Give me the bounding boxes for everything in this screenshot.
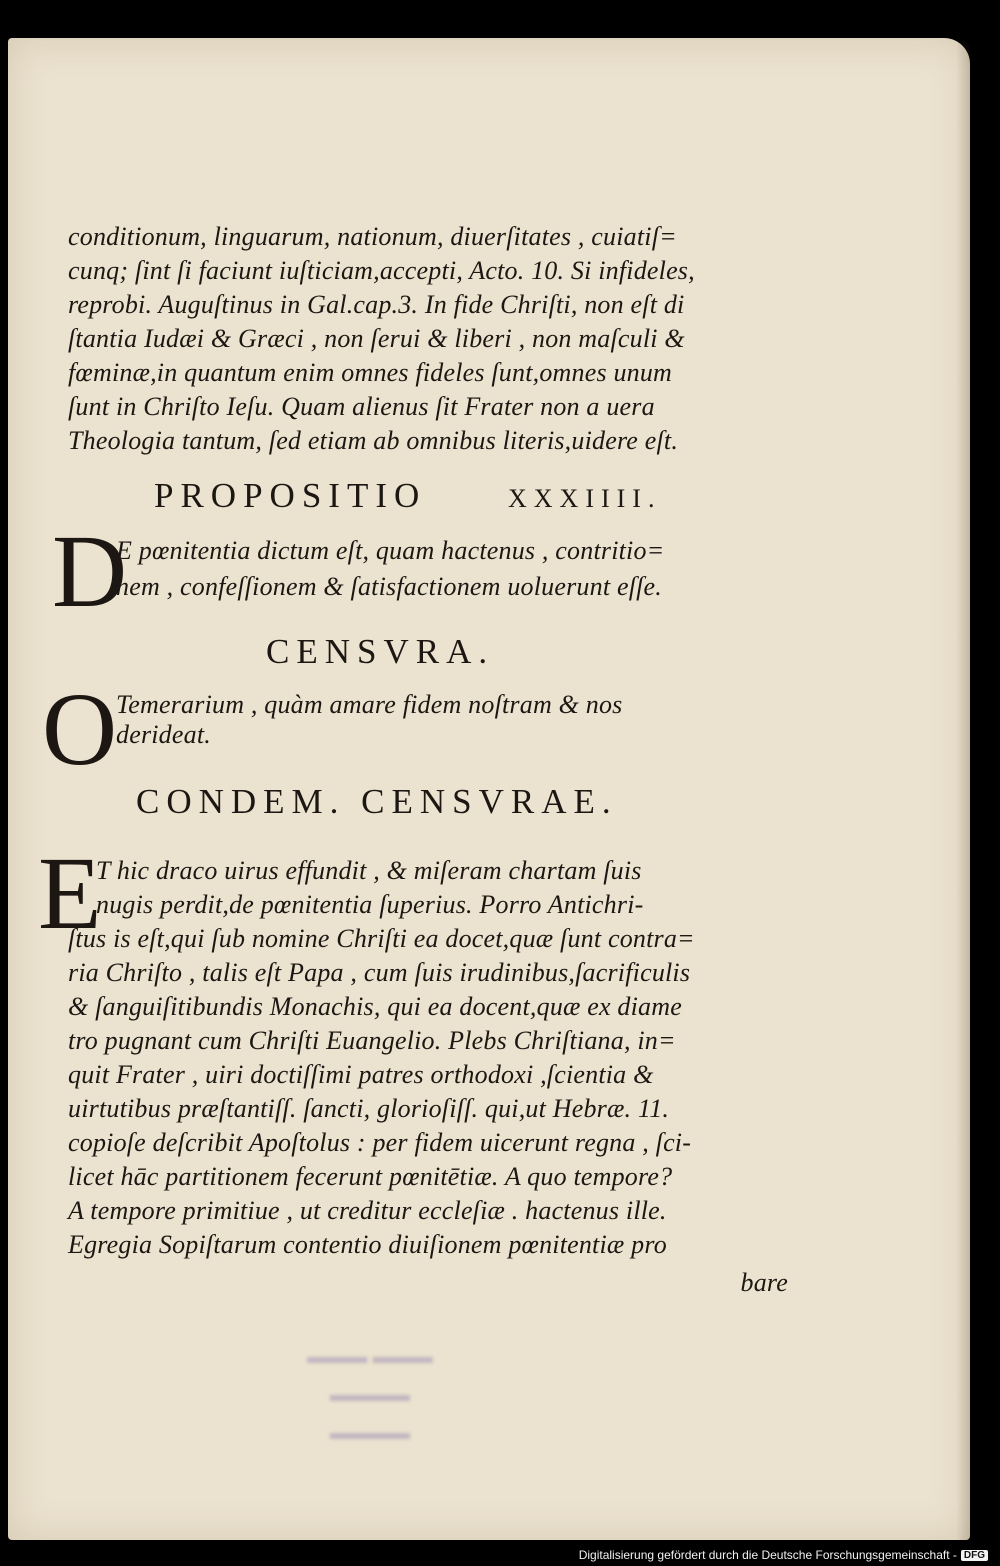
- text-line: Egregia Sopiſtarum contentio diuiſionem pœnitentiæ pro: [68, 1230, 667, 1259]
- catchword: bare: [740, 1268, 788, 1297]
- text-line: E pœnitentia dictum eſt, quam hactenus , contritio=: [116, 536, 665, 565]
- text-line: copioſe deſcribit Apoſtolus : per fidem uicerunt regna , ſci-: [68, 1128, 692, 1157]
- text-line: conditionum, linguarum, nationum, diuerſitates , cuiatiſ=: [68, 222, 677, 251]
- text-line: T hic draco uirus effundit , & miſeram chartam ſuis: [96, 856, 642, 885]
- credit-text: Digitalisierung gefördert durch die Deutsche Forschungsgemeinschaft -: [578, 1548, 957, 1562]
- text-line: quit Frater , uiri doctiſſimi patres orthodoxi ,ſcientia &: [68, 1060, 654, 1089]
- text-line: Theologia tantum, ſed etiam ab omnibus literis,uidere eſt.: [68, 426, 679, 455]
- book-page: [8, 38, 970, 1540]
- text-line: Temerarium , quàm amare fidem noſtram & nos: [116, 690, 623, 719]
- text-line: ſunt in Chriſto Ieſu. Quam alienus ſit Frater non a uera: [68, 392, 655, 421]
- text-line: derideat.: [116, 720, 211, 749]
- dfg-logo-icon: DFG: [961, 1550, 988, 1561]
- digitization-credit: [579, 1548, 988, 1562]
- text-line: reprobi. Auguſtinus in Gal.cap.3. In fide Chriſti, non eſt di: [68, 290, 685, 319]
- text-line: ſtantia Iudæi & Græci , non ſerui & liberi , non maſculi &: [68, 324, 685, 353]
- text-line: licet hāc partitionem fecerunt pœnitētiæ. A quo tempore?: [68, 1162, 673, 1191]
- library-stamp: ▬▬▬ ▬▬▬ ▬▬▬▬ ▬▬▬▬: [307, 1346, 433, 1444]
- heading-number: XXXIIII.: [508, 484, 662, 513]
- heading-censura: CENSVRA.: [266, 632, 495, 671]
- drop-cap: E: [38, 836, 102, 951]
- text-line: ſtus is eſt,qui ſub nomine Chriſti ea docet,quæ ſunt contra=: [68, 924, 695, 953]
- drop-cap: O: [42, 672, 118, 787]
- text-line: uirtutibus præſtantiſſ. ſancti, glorioſiſſ. qui,ut Hebræ. 11.: [68, 1094, 670, 1123]
- text-line: nem , confeſſionem & ſatisfactionem uoluerunt eſſe.: [116, 572, 662, 601]
- text-line: A tempore primitiue , ut creditur eccleſiæ . hactenus ille.: [68, 1196, 667, 1225]
- text-line: cunq; ſint ſi faciunt iuſticiam,accepti, Acto. 10. Si infideles,: [68, 256, 695, 285]
- text-line: & ſanguiſitibundis Monachis, qui ea docent,quæ ex diame: [68, 992, 682, 1021]
- text-line: nugis perdit,de pœnitentia ſuperius. Porro Antichri-: [96, 890, 644, 919]
- heading-condem-censurae: CONDEM. CENSVRAE.: [136, 782, 618, 821]
- text-line: tro pugnant cum Chriſti Euangelio. Plebs Chriſtiana, in=: [68, 1026, 676, 1055]
- text-line: ria Chriſto , talis eſt Papa , cum ſuis irudinibus,ſacrificulis: [68, 958, 691, 987]
- heading-propositio: PROPOSITIO: [154, 476, 427, 515]
- text-line: fœminæ,in quantum enim omnes fideles ſunt,omnes unum: [68, 358, 673, 387]
- drop-cap: D: [52, 514, 128, 629]
